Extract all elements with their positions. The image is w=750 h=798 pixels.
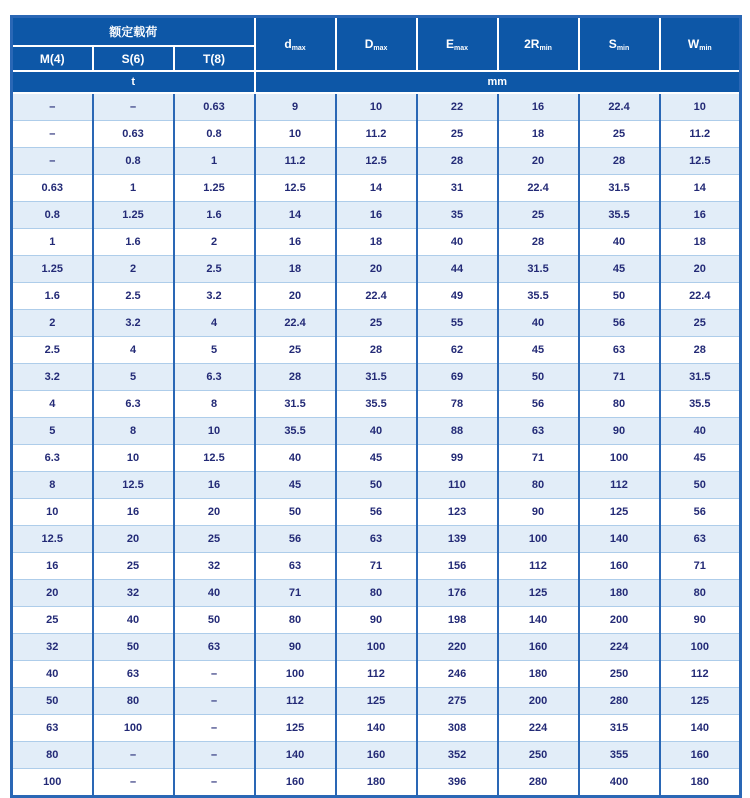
- col-header-d-max: [255, 17, 336, 72]
- table-row: [12, 472, 741, 499]
- table-cell: 90: [579, 418, 660, 445]
- table-cell: 56: [660, 499, 741, 526]
- table-cell: 100: [498, 526, 579, 553]
- table-cell: 35.5: [498, 283, 579, 310]
- table-cell: 3.2: [12, 364, 93, 391]
- col-header-base: S: [608, 36, 617, 51]
- table-cell: 355: [579, 742, 660, 769]
- table-cell: 25: [255, 337, 336, 364]
- table-cell: 20: [174, 499, 255, 526]
- table-cell: 40: [660, 418, 741, 445]
- table-cell: 396: [417, 769, 498, 797]
- col-header-sub: min: [699, 44, 712, 52]
- table-cell: 80: [336, 580, 417, 607]
- table-cell: 25: [417, 121, 498, 148]
- table-cell: 275: [417, 688, 498, 715]
- table-row: [12, 742, 741, 769]
- table-cell: 22.4: [498, 175, 579, 202]
- table-cell: 160: [579, 553, 660, 580]
- table-cell: 308: [417, 715, 498, 742]
- col-header-s-min: [579, 17, 660, 72]
- table-cell: 35.5: [579, 202, 660, 229]
- table-cell: 16: [12, 553, 93, 580]
- table-cell: 56: [255, 526, 336, 553]
- table-cell: 32: [93, 580, 174, 607]
- table-cell: 80: [255, 607, 336, 634]
- table-cell: 180: [579, 580, 660, 607]
- table-cell: 10: [174, 418, 255, 445]
- table-header: [12, 17, 741, 94]
- table-cell: 125: [579, 499, 660, 526]
- table-cell: 31.5: [255, 391, 336, 418]
- table-cell: 100: [12, 769, 93, 797]
- table-row: [12, 229, 741, 256]
- table-cell: 2: [93, 256, 174, 283]
- table-cell: 25: [12, 607, 93, 634]
- table-cell: 25: [174, 526, 255, 553]
- table-cell: 198: [417, 607, 498, 634]
- table-row: [12, 391, 741, 418]
- col-header-base: 2R: [524, 36, 540, 51]
- table-row: [12, 499, 741, 526]
- table-cell: 180: [336, 769, 417, 797]
- table-row: [12, 148, 741, 175]
- table-cell: 56: [498, 391, 579, 418]
- table-row: [12, 580, 741, 607]
- table-cell: 14: [660, 175, 741, 202]
- table-cell: 25: [579, 121, 660, 148]
- table-cell: 100: [93, 715, 174, 742]
- table-cell: 63: [660, 526, 741, 553]
- table-cell: 56: [579, 310, 660, 337]
- table-row: [12, 526, 741, 553]
- table-cell: 90: [255, 634, 336, 661]
- table-cell: 40: [579, 229, 660, 256]
- table-cell: 20: [12, 580, 93, 607]
- table-cell: 180: [660, 769, 741, 797]
- table-cell: 12.5: [12, 526, 93, 553]
- table-cell: 63: [174, 634, 255, 661]
- table-cell: 80: [660, 580, 741, 607]
- table-cell: 5: [174, 337, 255, 364]
- table-cell: 2.5: [12, 337, 93, 364]
- table-cell: 224: [579, 634, 660, 661]
- table-cell: 31: [417, 175, 498, 202]
- table-cell: 3.2: [93, 310, 174, 337]
- table-cell: 50: [12, 688, 93, 715]
- table-cell: 25: [93, 553, 174, 580]
- table-cell: 4: [174, 310, 255, 337]
- table-cell: 12.5: [255, 175, 336, 202]
- table-cell: 80: [12, 742, 93, 769]
- table-cell: 123: [417, 499, 498, 526]
- table-row: [12, 283, 741, 310]
- table-cell: 50: [255, 499, 336, 526]
- table-cell: 12.5: [336, 148, 417, 175]
- table-cell: 12.5: [660, 148, 741, 175]
- table-cell: 1: [174, 148, 255, 175]
- table-cell: 25: [498, 202, 579, 229]
- table-cell: 71: [660, 553, 741, 580]
- table-cell: –: [93, 93, 174, 121]
- table-row: [12, 310, 741, 337]
- table-cell: 63: [12, 715, 93, 742]
- table-cell: 90: [498, 499, 579, 526]
- table-cell: 1.6: [93, 229, 174, 256]
- table-cell: 40: [417, 229, 498, 256]
- table-cell: 69: [417, 364, 498, 391]
- table-cell: 0.63: [12, 175, 93, 202]
- table-cell: 50: [579, 283, 660, 310]
- table-cell: 1.6: [12, 283, 93, 310]
- table-cell: 40: [174, 580, 255, 607]
- table-cell: 50: [93, 634, 174, 661]
- table-cell: 112: [660, 661, 741, 688]
- table-cell: 8: [12, 472, 93, 499]
- table-row: [12, 688, 741, 715]
- table-cell: 0.63: [93, 121, 174, 148]
- table-cell: 49: [417, 283, 498, 310]
- col-header-base: d: [284, 36, 292, 51]
- table-cell: 100: [336, 634, 417, 661]
- col-header-sub: max: [454, 44, 469, 52]
- table-cell: 28: [336, 337, 417, 364]
- table-cell: 40: [336, 418, 417, 445]
- table-cell: 80: [579, 391, 660, 418]
- table-cell: 11.2: [660, 121, 741, 148]
- table-cell: 140: [579, 526, 660, 553]
- table-body: [12, 93, 741, 797]
- table-row: [12, 93, 741, 121]
- table-cell: 6.3: [93, 391, 174, 418]
- col-header-base: D: [364, 36, 374, 51]
- table-cell: 8: [93, 418, 174, 445]
- table-cell: 50: [336, 472, 417, 499]
- col-header-sub: min: [539, 44, 552, 52]
- table-cell: 40: [12, 661, 93, 688]
- table-cell: 125: [255, 715, 336, 742]
- table-cell: 4: [93, 337, 174, 364]
- table-cell: 20: [93, 526, 174, 553]
- table-row: [12, 256, 741, 283]
- col-header-grade-t8: T(8): [174, 46, 255, 71]
- col-header-w-min: [660, 17, 741, 72]
- table-cell: 28: [579, 148, 660, 175]
- table-cell: 180: [498, 661, 579, 688]
- table-cell: 1.6: [174, 202, 255, 229]
- table-cell: 140: [660, 715, 741, 742]
- table-cell: 80: [498, 472, 579, 499]
- table-cell: 100: [660, 634, 741, 661]
- table-cell: 2.5: [93, 283, 174, 310]
- table-cell: 11.2: [255, 148, 336, 175]
- table-cell: 40: [255, 445, 336, 472]
- table-cell: 78: [417, 391, 498, 418]
- table-cell: 32: [12, 634, 93, 661]
- table-cell: 110: [417, 472, 498, 499]
- table-cell: 40: [93, 607, 174, 634]
- table-cell: 280: [579, 688, 660, 715]
- table-cell: 35.5: [336, 391, 417, 418]
- table-cell: 176: [417, 580, 498, 607]
- table-cell: 45: [579, 256, 660, 283]
- table-cell: 35: [417, 202, 498, 229]
- col-header-big-d-max: [336, 17, 417, 72]
- table-cell: 63: [498, 418, 579, 445]
- col-header-e-max: [417, 17, 498, 72]
- table-cell: 10: [336, 93, 417, 121]
- table-cell: –: [174, 715, 255, 742]
- table-cell: 112: [579, 472, 660, 499]
- unit-header-tonnes: t: [12, 71, 255, 93]
- table-cell: –: [12, 148, 93, 175]
- table-cell: 200: [498, 688, 579, 715]
- table-cell: 5: [93, 364, 174, 391]
- table-cell: 35.5: [660, 391, 741, 418]
- table-cell: 44: [417, 256, 498, 283]
- table-cell: 22.4: [336, 283, 417, 310]
- table-cell: 0.8: [93, 148, 174, 175]
- table-cell: 71: [498, 445, 579, 472]
- table-cell: 10: [93, 445, 174, 472]
- table-cell: 160: [336, 742, 417, 769]
- table-cell: 246: [417, 661, 498, 688]
- table-cell: 22.4: [579, 93, 660, 121]
- table-cell: 9: [255, 93, 336, 121]
- col-header-sub: max: [373, 44, 388, 52]
- table-cell: 55: [417, 310, 498, 337]
- table-cell: 16: [255, 229, 336, 256]
- table-cell: 20: [498, 148, 579, 175]
- table-cell: 224: [498, 715, 579, 742]
- table-cell: 35.5: [255, 418, 336, 445]
- table-cell: 25: [660, 310, 741, 337]
- table-cell: 14: [255, 202, 336, 229]
- table-cell: 18: [255, 256, 336, 283]
- table-cell: 56: [336, 499, 417, 526]
- table-cell: 71: [336, 553, 417, 580]
- table-cell: 90: [336, 607, 417, 634]
- table-cell: 112: [336, 661, 417, 688]
- table-cell: 1.25: [93, 202, 174, 229]
- table-row: [12, 175, 741, 202]
- table-cell: 160: [498, 634, 579, 661]
- table-cell: 280: [498, 769, 579, 797]
- table-cell: 220: [417, 634, 498, 661]
- table-cell: 18: [660, 229, 741, 256]
- table-cell: 22.4: [660, 283, 741, 310]
- table-cell: 315: [579, 715, 660, 742]
- table-cell: 63: [93, 661, 174, 688]
- table-cell: 50: [498, 364, 579, 391]
- table-cell: 45: [498, 337, 579, 364]
- table-cell: 25: [336, 310, 417, 337]
- table-cell: 250: [579, 661, 660, 688]
- table-cell: 0.63: [174, 93, 255, 121]
- table-cell: 18: [336, 229, 417, 256]
- table-cell: 90: [660, 607, 741, 634]
- table-cell: 16: [174, 472, 255, 499]
- col-header-sub: max: [291, 44, 306, 52]
- table-cell: 5: [12, 418, 93, 445]
- table-row: [12, 364, 741, 391]
- table-row: [12, 553, 741, 580]
- table-cell: 50: [660, 472, 741, 499]
- table-cell: 4: [12, 391, 93, 418]
- table-cell: 160: [660, 742, 741, 769]
- table-cell: 20: [660, 256, 741, 283]
- table-cell: 10: [660, 93, 741, 121]
- table-cell: 32: [174, 553, 255, 580]
- table-row: [12, 634, 741, 661]
- col-header-grade-s6: S(6): [93, 46, 174, 71]
- table-cell: 45: [336, 445, 417, 472]
- table-cell: 139: [417, 526, 498, 553]
- table-cell: 28: [660, 337, 741, 364]
- table-cell: 2: [12, 310, 93, 337]
- table-cell: –: [12, 121, 93, 148]
- col-header-grade-m4: M(4): [12, 46, 93, 71]
- table-row: [12, 121, 741, 148]
- table-cell: 100: [579, 445, 660, 472]
- table-cell: 62: [417, 337, 498, 364]
- table-row: [12, 445, 741, 472]
- table-cell: 125: [498, 580, 579, 607]
- table-cell: 2: [174, 229, 255, 256]
- table-cell: 63: [255, 553, 336, 580]
- table-cell: 20: [255, 283, 336, 310]
- table-cell: 125: [336, 688, 417, 715]
- table-cell: 40: [498, 310, 579, 337]
- table-cell: 400: [579, 769, 660, 797]
- table-cell: 6.3: [12, 445, 93, 472]
- table-cell: 125: [660, 688, 741, 715]
- table-cell: 1: [93, 175, 174, 202]
- table-cell: 31.5: [336, 364, 417, 391]
- col-header-sub: min: [616, 44, 630, 52]
- table-cell: 28: [417, 148, 498, 175]
- table-row: [12, 607, 741, 634]
- table-row: [12, 202, 741, 229]
- table-cell: 31.5: [498, 256, 579, 283]
- table-cell: 0.8: [174, 121, 255, 148]
- table-cell: 2.5: [174, 256, 255, 283]
- table-cell: 10: [12, 499, 93, 526]
- table-cell: 352: [417, 742, 498, 769]
- table-row: [12, 661, 741, 688]
- table-cell: 80: [93, 688, 174, 715]
- table-cell: 3.2: [174, 283, 255, 310]
- table-cell: 16: [498, 93, 579, 121]
- table-cell: 112: [255, 688, 336, 715]
- table-cell: 99: [417, 445, 498, 472]
- table-cell: 0.8: [12, 202, 93, 229]
- table-cell: 1.25: [12, 256, 93, 283]
- unit-header-mm: mm: [255, 71, 741, 93]
- table-cell: 63: [336, 526, 417, 553]
- table-cell: 45: [255, 472, 336, 499]
- table-cell: 22.4: [255, 310, 336, 337]
- table-cell: 88: [417, 418, 498, 445]
- table-cell: 14: [336, 175, 417, 202]
- table-cell: 140: [336, 715, 417, 742]
- table-cell: 20: [336, 256, 417, 283]
- table-cell: 140: [498, 607, 579, 634]
- table-cell: 16: [336, 202, 417, 229]
- col-header-2r-min: [498, 17, 579, 72]
- table-cell: –: [174, 742, 255, 769]
- table-row: [12, 769, 741, 797]
- rated-load-dimension-table: [10, 15, 742, 798]
- table-cell: 200: [579, 607, 660, 634]
- table-cell: –: [174, 769, 255, 797]
- table-cell: 156: [417, 553, 498, 580]
- table-cell: 100: [255, 661, 336, 688]
- table-cell: 11.2: [336, 121, 417, 148]
- table-cell: 1.25: [174, 175, 255, 202]
- table-cell: 63: [579, 337, 660, 364]
- table-cell: 18: [498, 121, 579, 148]
- table-cell: 71: [579, 364, 660, 391]
- table-cell: 22: [417, 93, 498, 121]
- table-row: [12, 715, 741, 742]
- table-cell: 140: [255, 742, 336, 769]
- table-cell: –: [93, 769, 174, 797]
- table-row: [12, 337, 741, 364]
- col-header-base: E: [446, 36, 455, 51]
- table-cell: 31.5: [579, 175, 660, 202]
- table-cell: 71: [255, 580, 336, 607]
- table-cell: 28: [498, 229, 579, 256]
- table-cell: –: [174, 688, 255, 715]
- rated-load-header: 额定载荷: [12, 17, 255, 47]
- table-cell: 1: [12, 229, 93, 256]
- table-cell: 250: [498, 742, 579, 769]
- table-cell: 160: [255, 769, 336, 797]
- col-header-base: W: [687, 36, 700, 51]
- table-row: [12, 418, 741, 445]
- table-cell: 45: [660, 445, 741, 472]
- table-cell: 10: [255, 121, 336, 148]
- table-cell: 31.5: [660, 364, 741, 391]
- table-cell: –: [93, 742, 174, 769]
- table-cell: 6.3: [174, 364, 255, 391]
- table-cell: 16: [93, 499, 174, 526]
- table-cell: 12.5: [93, 472, 174, 499]
- table-cell: 12.5: [174, 445, 255, 472]
- table-cell: 28: [255, 364, 336, 391]
- table-cell: 50: [174, 607, 255, 634]
- table-cell: –: [174, 661, 255, 688]
- table-cell: 8: [174, 391, 255, 418]
- table-cell: 16: [660, 202, 741, 229]
- table-cell: 112: [498, 553, 579, 580]
- table-cell: –: [12, 93, 93, 121]
